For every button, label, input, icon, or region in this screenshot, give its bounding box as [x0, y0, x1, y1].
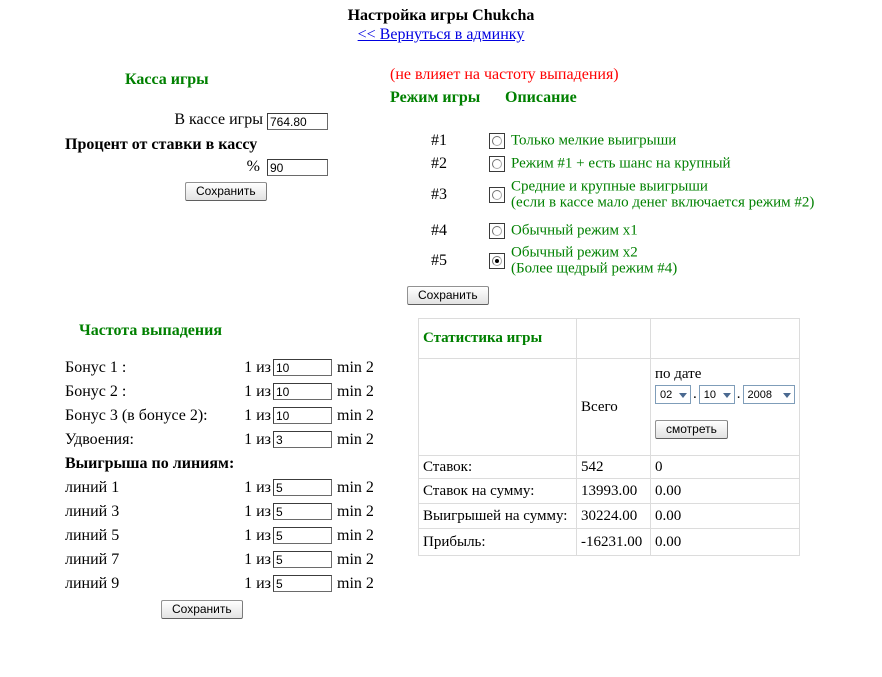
date-picker	[655, 385, 795, 404]
frequency-row-line1	[65, 476, 377, 500]
stats-header-spacer	[651, 319, 800, 359]
frequency-row-line3	[65, 500, 377, 524]
mode-id-1: #1	[431, 131, 447, 149]
frequency-row-double	[65, 428, 377, 452]
line1-input[interactable]	[273, 479, 332, 496]
stat-total-value: 542	[577, 456, 651, 479]
one-of-label: 1 из	[244, 503, 271, 520]
stats-header-row	[419, 319, 800, 359]
stat-bydate-value: 0.00	[651, 504, 800, 529]
cash-percent-header: Процент от ставки в кассу	[65, 136, 258, 153]
date-month-value: 10	[703, 389, 716, 401]
date-day-select[interactable]	[655, 385, 691, 404]
page-title: Настройка игры Chukcha	[347, 7, 535, 24]
one-of-label: 1 из	[244, 383, 271, 400]
mode-id-3: #3	[431, 186, 447, 203]
mode-note: (не влияет на частоту выпадения)	[390, 66, 619, 83]
view-stats-button[interactable]: смотреть	[655, 420, 728, 439]
stat-total-value: -16231.00	[577, 529, 651, 556]
bonus2-input[interactable]	[273, 383, 332, 400]
date-separator: .	[693, 386, 697, 402]
date-separator: .	[736, 386, 741, 402]
mode-id-2: #2	[431, 154, 447, 172]
line3-input[interactable]	[273, 503, 332, 520]
mode-column-header: Режим игры	[390, 89, 481, 106]
lines-header: Выигрыша по линиям:	[65, 455, 235, 472]
mode-desc-5-line1: Обычный режим x2	[511, 244, 638, 261]
mode-radio-4[interactable]	[489, 223, 505, 239]
cash-percent-input[interactable]	[267, 159, 328, 176]
double-input[interactable]	[273, 431, 332, 448]
stat-label: Прибыль:	[419, 529, 577, 556]
mode-row-3	[420, 177, 840, 213]
back-to-admin-link[interactable]: << Вернуться в админку	[357, 26, 525, 43]
stats-by-date-cell	[651, 359, 800, 456]
frequency-label: Бонус 3 (в бонусе 2):	[65, 407, 208, 424]
date-month-select[interactable]	[699, 385, 735, 404]
frequency-row-bonus2	[65, 380, 377, 404]
frequency-label: Удвоения:	[65, 431, 134, 448]
frequency-label: линий 3	[65, 503, 120, 520]
mode-id-5: #5	[431, 252, 447, 269]
min-label: min 2	[337, 503, 374, 520]
frequency-row-bonus3	[65, 404, 377, 428]
stats-header-spacer	[577, 319, 651, 359]
mode-desc-4	[511, 223, 638, 239]
date-year-select[interactable]	[743, 385, 795, 404]
stat-label: Выигрышей на сумму:	[419, 504, 577, 529]
save-mode-button[interactable]: Сохранить	[407, 286, 489, 305]
one-of-label: 1 из	[244, 551, 271, 568]
line5-input[interactable]	[273, 527, 332, 544]
frequency-row-line5	[65, 524, 377, 548]
mode-row-5	[420, 243, 840, 279]
bonus1-input[interactable]	[273, 359, 332, 376]
cash-amount-input[interactable]	[267, 113, 328, 130]
stats-row-bets	[419, 456, 800, 479]
by-date-label: по дате	[655, 366, 702, 382]
mode-desc-3-line2: (если в кассе мало денег включается режим #2)	[511, 194, 815, 210]
save-frequency-button[interactable]: Сохранить	[161, 600, 243, 619]
lines-header-row	[65, 452, 377, 476]
stats-table	[418, 318, 800, 556]
min-label: min 2	[337, 551, 374, 568]
mode-radio-3[interactable]	[489, 187, 505, 203]
one-of-label: 1 из	[244, 431, 271, 448]
stats-section-header: Статистика игры	[423, 330, 543, 346]
one-of-label: 1 из	[244, 359, 271, 376]
min-label: min 2	[337, 527, 374, 544]
line9-input[interactable]	[273, 575, 332, 592]
mode-desc-5-line2: (Более щедрый режим #4)	[511, 260, 678, 276]
line7-input[interactable]	[273, 551, 332, 568]
mode-row-1	[420, 129, 840, 152]
mode-id-4: #4	[431, 221, 447, 239]
stat-total-value: 30224.00	[577, 504, 651, 529]
stats-columns-spacer	[419, 359, 577, 456]
frequency-section-header: Частота выпадения	[79, 322, 222, 339]
min-label: min 2	[337, 431, 374, 448]
stat-total-value: 13993.00	[577, 479, 651, 504]
stats-total-column-header: Всего	[577, 359, 651, 456]
frequency-row-bonus1	[65, 356, 377, 380]
min-label: min 2	[337, 383, 374, 400]
mode-desc-1	[511, 133, 676, 149]
one-of-label: 1 из	[244, 575, 271, 592]
frequency-row-line7	[65, 548, 377, 572]
percent-sign: %	[246, 158, 260, 175]
mode-row-2	[420, 152, 840, 175]
mode-desc-4-line1: Обычный режим x1	[511, 221, 638, 238]
stat-bydate-value: 0.00	[651, 479, 800, 504]
stat-bydate-value: 0.00	[651, 529, 800, 556]
frequency-label: линий 1	[65, 479, 120, 496]
min-label: min 2	[337, 407, 374, 424]
min-label: min 2	[337, 479, 374, 496]
bonus3-input[interactable]	[273, 407, 332, 424]
back-link-row	[0, 26, 882, 44]
stats-row-bets-sum	[419, 479, 800, 504]
date-day-value: 02	[660, 389, 673, 401]
frequency-label: Бонус 1 :	[65, 359, 127, 376]
stats-columns-row	[419, 359, 800, 456]
mode-desc-2	[511, 156, 731, 172]
stat-label: Ставок на сумму:	[419, 479, 577, 504]
stat-label: Ставок:	[419, 456, 577, 479]
one-of-label: 1 из	[244, 479, 271, 496]
frequency-row-line9	[65, 572, 377, 596]
mode-desc-1-line1: Только мелкие выигрыши	[511, 131, 677, 148]
mode-desc-2-line1: Режим #1 + есть шанс на крупный	[511, 154, 731, 171]
mode-radio-5[interactable]	[489, 253, 505, 269]
frequency-label: линий 5	[65, 527, 120, 544]
one-of-label: 1 из	[244, 527, 271, 544]
save-cash-button[interactable]: Сохранить	[185, 182, 267, 201]
stat-bydate-value: 0	[651, 456, 800, 479]
date-year-value: 2008	[747, 389, 772, 401]
mode-desc-5	[511, 246, 677, 277]
stats-row-wins-sum	[419, 504, 800, 529]
stats-row-profit	[419, 529, 800, 556]
mode-radio-1[interactable]	[489, 133, 505, 149]
description-column-header: Описание	[505, 89, 577, 106]
frequency-label: линий 7	[65, 551, 120, 568]
cash-amount-label: В кассе игры	[174, 111, 263, 128]
mode-row-4	[420, 219, 840, 242]
mode-desc-3-line1: Средние и крупные выигрыши	[511, 178, 708, 195]
one-of-label: 1 из	[244, 407, 271, 424]
min-label: min 2	[337, 359, 374, 376]
min-label: min 2	[337, 575, 374, 592]
mode-desc-3	[511, 180, 814, 211]
mode-radio-2[interactable]	[489, 156, 505, 172]
frequency-label: линий 9	[65, 575, 120, 592]
frequency-label: Бонус 2 :	[65, 383, 127, 400]
cash-section-header: Касса игры	[125, 71, 209, 88]
